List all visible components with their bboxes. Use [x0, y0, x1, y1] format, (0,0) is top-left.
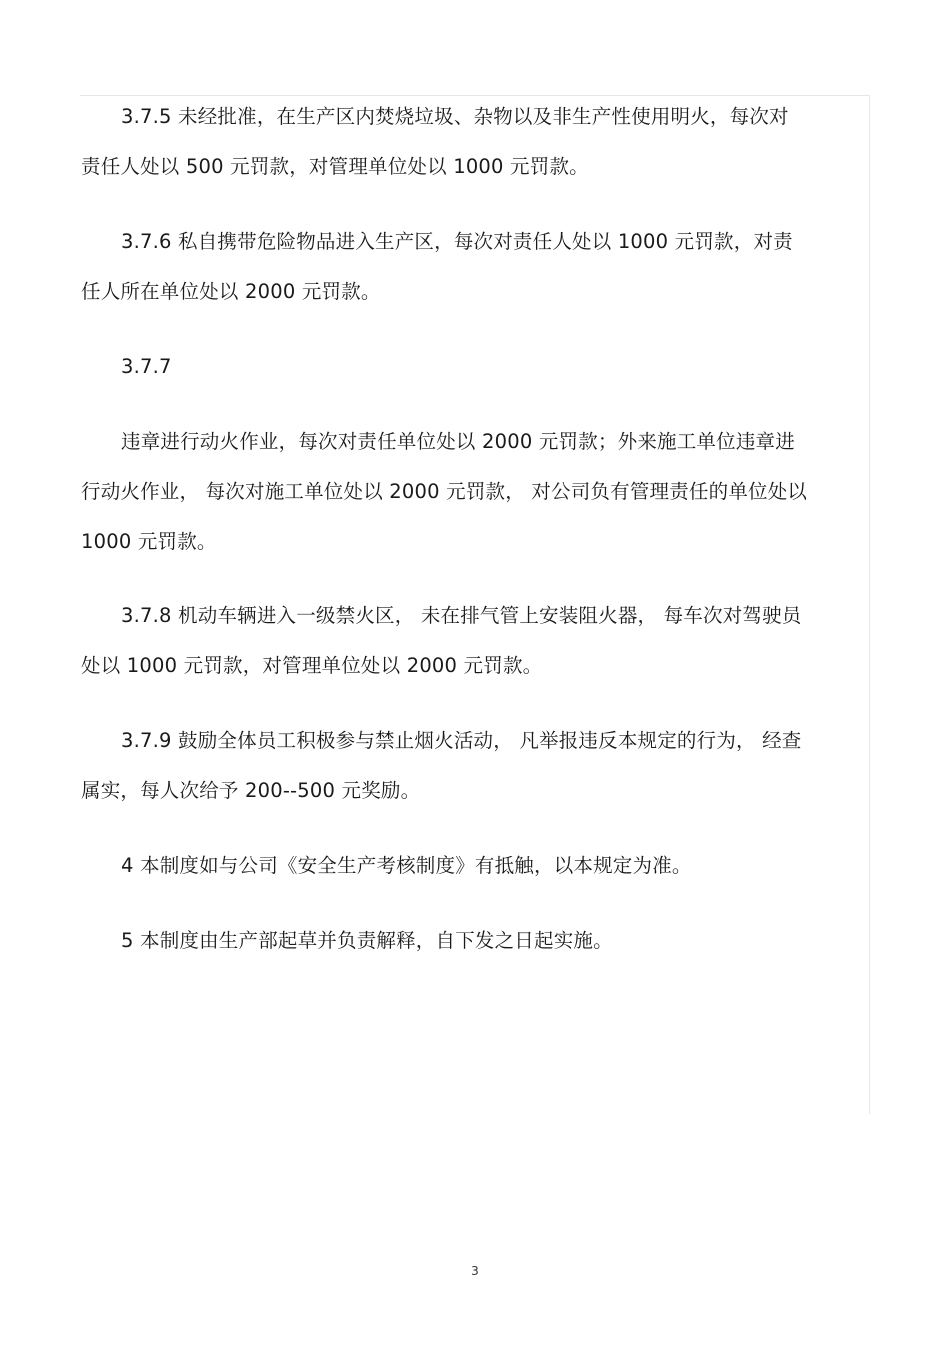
clause-3-7-8-line-2: 处以 1000 元罚款，对管理单位处以 2000 元罚款。: [81, 654, 543, 677]
clause-3-7-5-line-2: 责任人处以 500 元罚款，对管理单位处以 1000 元罚款。: [81, 155, 589, 178]
clause-3-7-7-line-1: 违章进行动火作业，每次对责任单位处以 2000 元罚款；外来施工单位违章进: [121, 430, 795, 453]
clause-5: 5 本制度由生产部起草并负责解释，自下发之日起实施。: [121, 929, 613, 952]
clause-3-7-6-line-2: 任人所在单位处以 2000 元罚款。: [81, 280, 381, 303]
page-number: 3: [471, 1264, 479, 1278]
clause-3-7-5-line-1: 3.7.5 未经批准，在生产区内焚烧垃圾、杂物以及非生产性使用明火，每次对: [121, 105, 789, 128]
clause-3-7-7-line-2: 行动火作业， 每次对施工单位处以 2000 元罚款， 对公司负有管理责任的单位处以: [81, 480, 808, 503]
clause-3-7-7-line-3: 1000 元罚款。: [81, 530, 217, 553]
clause-3-7-8-line-1: 3.7.8 机动车辆进入一级禁火区， 未在排气管上安装阻火器， 每车次对驾驶员: [121, 604, 802, 627]
clause-3-7-9-line-1: 3.7.9 鼓励全体员工积极参与禁止烟火活动， 凡举报违反本规定的行为， 经查: [121, 729, 802, 752]
clause-3-7-9-line-2: 属实，每人次给予 200--500 元奖励。: [81, 779, 421, 802]
clause-3-7-6-line-1: 3.7.6 私自携带危险物品进入生产区，每次对责任人处以 1000 元罚款，对责: [121, 230, 793, 253]
clause-3-7-7-heading: 3.7.7: [121, 355, 172, 378]
clause-4: 4 本制度如与公司《安全生产考核制度》有抵触，以本规定为准。: [121, 854, 692, 877]
